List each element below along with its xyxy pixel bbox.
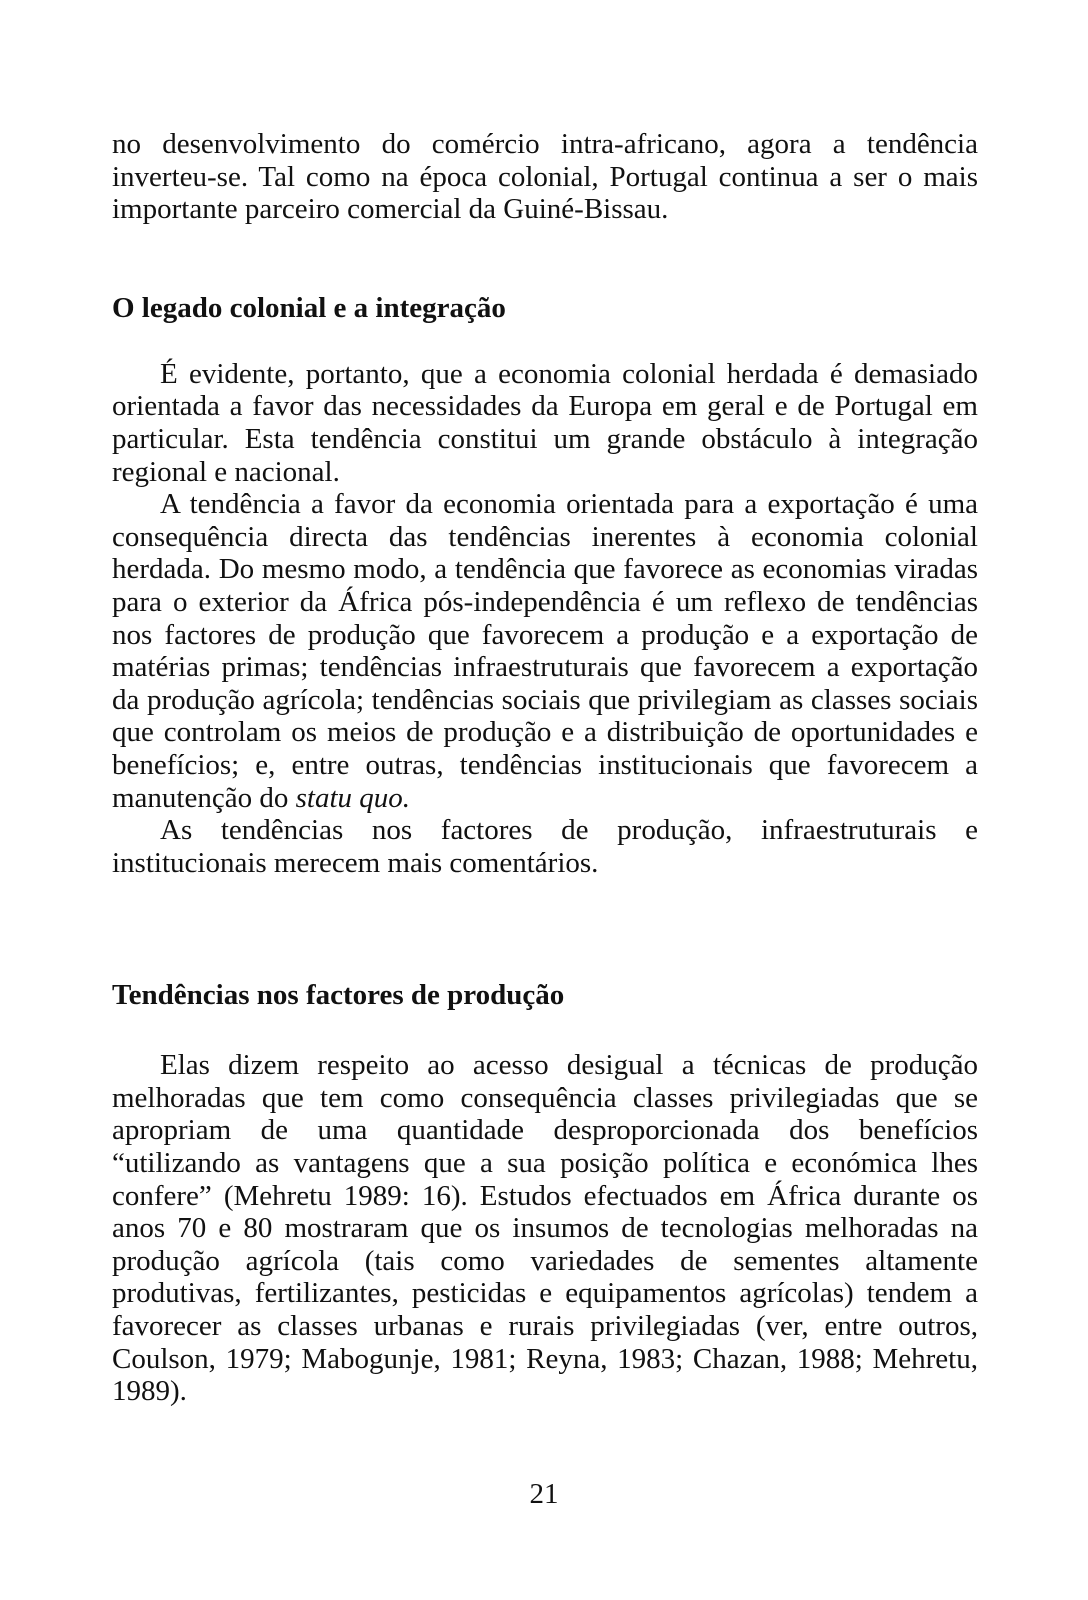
paragraph-tendencies-comment: As tendências nos factores de produção, infraestruturais e institucionais merecem mais comentários. — [112, 814, 978, 879]
paragraph-export-tendency-text: A tendência a favor da economia orientada para a exportação é uma consequência directa das tendências inerentes à economia colonial herdada. Do mesmo modo, a tendência que favorece as economias viradas para o exterior da África pós-independência é um reflexo de tendências nos factores de produção que favorecem a produção e a exportação de matérias primas; tendências infraestruturais que favorecem a exportação da produção agrícola; tendências sociais que privilegiam as classes sociais que controlam os meios de produção e a distribuição de oportunidades e benefícios; e, entre outras, tendências institucionais que favorecem a manutenção do — [112, 488, 978, 814]
paragraph-evident: É evidente, portanto, que a economia colonial herdada é demasiado orientada a favor das necessidades da Europa em geral e de Portugal em particular. Esta tendência constitui um grande obstáculo à integração regional e nacional. — [112, 357, 978, 488]
section-heading-colonial-legacy: O legado colonial e a integração — [112, 291, 506, 324]
statu-quo-italic: statu quo. — [295, 781, 411, 814]
paragraph-unequal-access: Elas dizem respeito ao acesso desigual a técnicas de produção melhoradas que tem como consequência classes privilegiadas que se apropriam de uma quantidade desproporcionada dos benefícios “utilizando as vantagens que a sua posição política e económica lhes confere” (Mehretu 1989: 16). Estudos efectuados em África durante os anos 70 e 80 mostraram que os insumos de tecnologias melhoradas na produção agrícola (tais como variedades de sementes altamente produtivas, fertilizantes, pesticidas e equipamentos agrícolas) tendem a favorecer as classes urbanas e rurais privilegiadas (ver, entre outros, Coulson, 1979; Mabogunje, 1981; Reyna, 1983; Chazan, 1988; Mehretu, 1989). — [112, 1049, 978, 1408]
paragraph-export-tendency — [112, 488, 978, 814]
page-number: 21 — [529, 1478, 559, 1510]
section-heading-production-factors: Tendências nos factores de produção — [112, 979, 565, 1012]
paragraph-continuation: no desenvolvimento do comércio intra-africano, agora a tendência inverteu-se. Tal como na época colonial, Portugal continua a ser o mais importante parceiro comercial da Guiné-Bissau. — [112, 128, 978, 226]
